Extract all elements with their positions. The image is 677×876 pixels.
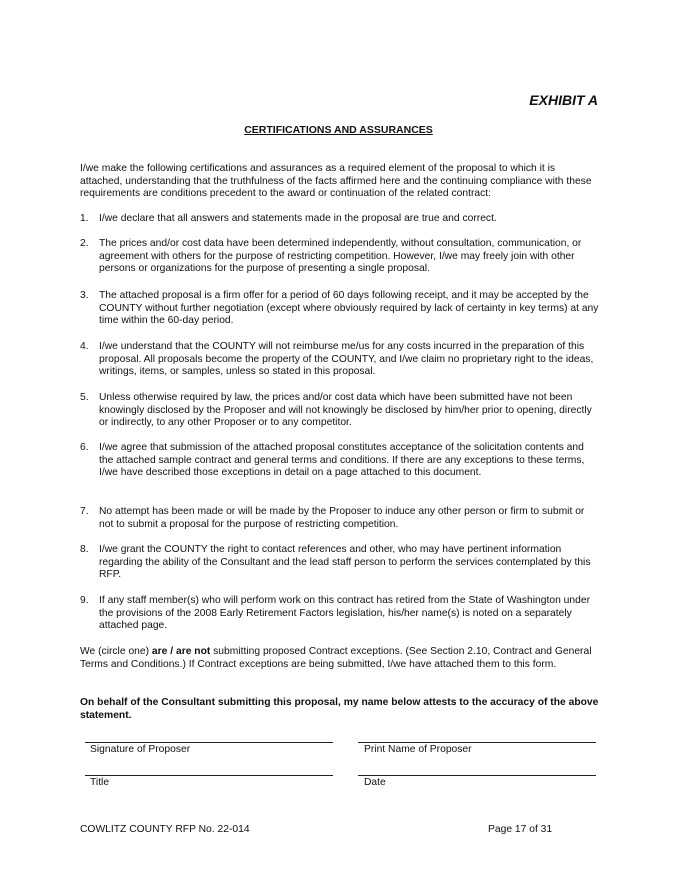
footer-page-number: Page 17 of 31	[488, 824, 553, 835]
list-item	[80, 290, 600, 328]
date-line[interactable]	[358, 775, 596, 776]
item-number: 7.	[80, 506, 89, 517]
item-text: No attempt has been made or will be made by the Proposer to induce any other person or firm to submit or not to submit a proposal for the purpose of restricting competition.	[99, 506, 585, 530]
title-line[interactable]	[85, 775, 333, 776]
item-text: I/we understand that the COUNTY will not reimburse me/us for any costs incurred in the preparation of this proposal. All proposals become the property of the COUNTY, and I/we claim no proprietary right to the ideas, writings, items, or samples, unless so stated in this proposal.	[99, 341, 594, 378]
attestation-statement: On behalf of the Consultant submitting this proposal, my name below attests to the accuracy of the above statement.	[80, 697, 599, 721]
footer-rfp-number: COWLITZ COUNTY RFP No. 22-014	[80, 824, 250, 835]
item-text: Unless otherwise required by law, the prices and/or cost data which have been submitted have not been knowingly disclosed by the Proposer and will not knowingly be disclosed by him/her prior to opening, directly or indirectly, to any other Proposer or to any competitor.	[99, 392, 592, 429]
exhibit-label: EXHIBIT A	[529, 92, 598, 108]
item-number: 5.	[80, 392, 89, 403]
item-number: 4.	[80, 341, 89, 352]
date-label: Date	[364, 777, 386, 788]
exceptions-prefix: We (circle one)	[80, 646, 152, 657]
list-item	[80, 392, 600, 430]
item-text: The attached proposal is a firm offer for a period of 60 days following receipt, and it may be accepted by the COUNTY without further negotiation (except where obviously required by lack of certainty in key terms) at any time within the 60-day period.	[99, 290, 599, 327]
print-name-line[interactable]	[358, 742, 596, 743]
item-text: I/we agree that submission of the attached proposal constitutes acceptance of the solicitation contents and the attached sample contract and general terms and conditions. If there are any exceptions to these terms, I/we have described those exceptions in detail on a page attached to this document.	[99, 442, 585, 479]
signature-line[interactable]	[85, 742, 333, 743]
exceptions-paragraph	[80, 646, 600, 671]
item-number: 2.	[80, 238, 89, 249]
item-text: The prices and/or cost data have been determined independently, without consultation, communication, or agreement with others for the purpose of restricting competition. However, I/we may freely join with other persons or organizations for the purpose of presenting a single proposal.	[99, 238, 582, 275]
item-number: 3.	[80, 290, 89, 301]
print-name-label: Print Name of Proposer	[364, 744, 472, 755]
list-item	[80, 238, 600, 276]
item-number: 6.	[80, 442, 89, 453]
list-item	[80, 544, 600, 582]
exceptions-suffix: submitting proposed Contract exceptions. (See Section 2.10, Contract and General Terms and Conditions.) If Contract exceptions are being submitted, I/we have attached them to this form.	[80, 646, 592, 670]
list-item	[80, 213, 600, 226]
list-item	[80, 341, 600, 379]
title-label: Title	[90, 777, 110, 788]
item-number: 9.	[80, 595, 89, 606]
exceptions-choice: are / are not	[151, 646, 211, 657]
item-text: If any staff member(s) who will perform work on this contract has retired from the State of Washington under the provisions of the 2008 Early Retirement Factors legislation, his/her name(s) is noted on a separately attached page.	[99, 595, 591, 632]
item-text: I/we grant the COUNTY the right to contact references and other, who may have pertinent information regarding the ability of the Consultant and the lead staff person to perform the services contemplated by this RFP.	[99, 544, 591, 581]
signature-label: Signature of Proposer	[90, 744, 191, 755]
list-item	[80, 442, 600, 480]
intro-paragraph: I/we make the following certifications and assurances as a required element of the proposal to which it is attached, understanding that the truthfulness of the facts affirmed here and the continuing compliance with these requirements are conditions precedent to the award or continuation of the related contract:	[80, 163, 592, 200]
item-number: 8.	[80, 544, 89, 555]
page-title	[0, 124, 677, 136]
item-text: I/we declare that all answers and statements made in the proposal are true and correct.	[99, 213, 497, 224]
list-item	[80, 506, 600, 531]
item-number: 1.	[80, 213, 89, 224]
page-title-text: CERTIFICATIONS AND ASSURANCES	[244, 124, 433, 136]
list-item	[80, 595, 600, 633]
